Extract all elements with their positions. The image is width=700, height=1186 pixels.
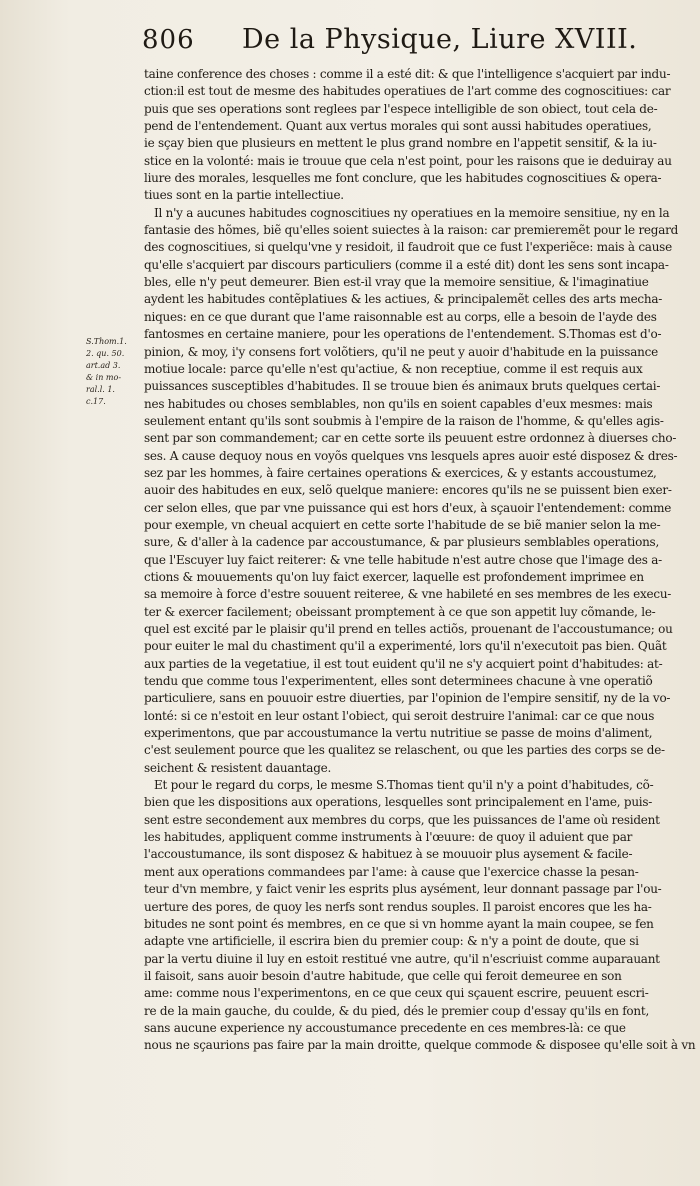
text-line: nes habitudes ou choses semblables, non qu'ils en soient capables d'eux mesmes: mais <box>144 396 653 411</box>
text-line: aydent les habitudes contẽplatiues & les actiues, & principalemẽt celles des arts mecha- <box>144 292 663 307</box>
text-line: ter & exercer facilement; obeissant promptement à ce que son appetit luy cõmande, le- <box>144 604 656 619</box>
text-line: particuliere, sans en pouuoir estre diuerties, par l'opinion de l'empire sensitif, ny de la vo- <box>144 691 671 706</box>
text-line: liure des morales, lesquelles me font conclure, que les habitudes cognoscitiues & opera- <box>144 171 662 186</box>
text-line: sent estre secondement aux membres du corps, que les puissances de l'ame où resident <box>144 812 660 827</box>
text-line: sa memoire à force d'estre souuent reiteree, & vne habileté en ses membres de les execu- <box>144 587 672 602</box>
text-line: lonté: si ce n'estoit en leur ostant l'obiect, qui seroit destruire l'animal: car ce que nous <box>144 708 655 723</box>
text-line: puis que ses operations sont reglees par l'espece intelligible de son obiect, tout cela de- <box>144 101 658 116</box>
text-line: c'est seulement pource que les qualitez se relaschent, ou que les parties des corps se de- <box>144 743 665 758</box>
text-line: sez par les hommes, à faire certaines operations & exercices, & y estants accoustumez, <box>144 465 657 480</box>
running-title: De la Physique, Liure XVIII. <box>242 24 638 55</box>
text-line: sent par son commandement; car en cette sorte ils peuuent estre ordonnez à diuerses cho- <box>144 431 677 446</box>
text-line: que l'Escuyer luy faict reiterer: & vne telle habitude n'est autre chose que l'image des a- <box>144 552 662 567</box>
text-line: taine conference des choses : comme il a esté dit: & que l'intelligence s'acquiert par indu- <box>144 67 671 81</box>
text-line: auoir des habitudes en eux, selõ quelque maniere: encores qu'ils ne se puissent bien exer- <box>144 483 672 498</box>
text-line: il faisoit, sans auoir besoin d'autre habitude, que celle qui feroit demeuree en son <box>144 968 622 983</box>
text-line: bitudes ne sont point és membres, en ce que si vn homme ayant la main coupee, se fen <box>144 916 654 931</box>
text-line: experimentons, que par accoustumance la vertu nutritiue se passe de moins d'aliment, <box>144 726 653 741</box>
text-line: motiue locale: parce qu'elle n'est qu'actiue, & non receptiue, comme il est requis aux <box>144 361 643 376</box>
text-line: bien que les dispositions aux operations, lesquelles sont principalement en l'ame, puis- <box>144 795 653 810</box>
margin-note-line: art.ad 3. <box>86 361 121 370</box>
text-line: teur d'vn membre, y faict venir les esprits plus aysément, leur donnant passage par l'ou- <box>144 882 662 897</box>
text-line: tendu que comme tous l'experimentent, elles sont determinees chacune à vne operatiõ <box>144 674 653 689</box>
text-line: fantasie des hõmes, biẽ qu'elles soient suiectes à la raison: car premieremẽt pour le regard <box>144 223 679 238</box>
text-line: pour euiter le mal du chastiment qu'il a experimenté, lors qu'il n'executoit pas bien. Quãt <box>144 639 667 654</box>
margin-note-line: c.17. <box>86 397 106 406</box>
text-line: niques: en ce que durant que l'ame raisonnable est au corps, elle a besoin de l'ayde des <box>144 309 657 324</box>
text-line: ctions & mouuements qu'on luy faict exercer, laquelle est profondement imprimee en <box>144 569 644 584</box>
text-line: ame: comme nous l'experimentons, en ce que ceux qui sçauent escrire, peuuent escri- <box>144 986 649 1001</box>
text-line: bles, elle n'y peut demeurer. Bien est-il vray que la memoire sensitiue, & l'imaginatiue <box>144 275 649 290</box>
body-text <box>144 66 696 1176</box>
text-line: puissances susceptibles d'habitudes. Il se trouue bien és animaux bruts quelques certai- <box>144 379 661 394</box>
text-line: des cognoscitiues, si quelqu'vne y residoit, il faudroit que ce fust l'experiẽce: mais à cause <box>144 240 672 255</box>
margin-note-line: ral.l. 1. <box>86 385 115 394</box>
text-line: re de la main gauche, du coulde, & du pied, dés le premier coup d'essay qu'ils en font, <box>144 1003 650 1018</box>
text-line: adapte vne artificielle, il escrira bien du premier coup: & n'y a point de doute, que si <box>144 934 639 949</box>
text-line: l'accoustumance, ils sont disposez & habituez à se mouuoir plus aysement & facile- <box>144 847 633 862</box>
text-line: seichent & resistent dauantage. <box>144 760 332 775</box>
text-line: ses. A cause dequoy nous en voyõs quelques vns lesquels apres auoir esté disposez & dres- <box>144 448 678 463</box>
text-line: quel est excité par le plaisir qu'il prend en telles actiõs, prouenant de l'accoustumance; ou <box>144 622 673 636</box>
page-number: 806 <box>142 25 195 55</box>
text-line: nous ne sçaurions pas faire par la main droitte, quelque commode & disposee qu'elle soit à vn <box>144 1038 696 1053</box>
text-line: par la vertu diuine il luy en estoit restitué vne autre, qu'il n'escriuist comme auparauant <box>144 951 660 966</box>
text-line: les habitudes, appliquent comme instruments à l'œuure: de quoy il aduient que par <box>144 830 633 845</box>
text-line: fantosmes en certaine maniere, pour les operations de l'entendement. S.Thomas est d'o- <box>144 327 662 342</box>
margin-note-line: S.Thom.1. <box>86 337 127 346</box>
text-line: seulement entant qu'ils sont soubmis à l'empire de la raison de l'homme, & qu'elles agis- <box>144 413 664 428</box>
paragraph-start-line: Il n'y a aucunes habitudes cognoscitiues ny operatiues en la memoire sensitiue, ny en la <box>154 205 670 220</box>
text-line: sans aucune experience ny accoustumance precedente en ces membres-là: ce que <box>144 1020 626 1035</box>
text-line: pend de l'entendement. Quant aux vertus morales qui sont aussi habitudes operatiues, <box>144 119 652 134</box>
text-line: stice en la volonté: mais ie trouue que cela n'est point, pour les raisons que ie deduiray au <box>144 153 672 168</box>
text-line: uerture des pores, de quoy les nerfs sont rendus souples. Il paroist encores que les ha- <box>144 899 652 914</box>
text-line: aux parties de la vegetatiue, il est tout euident qu'il ne s'y acquiert point d'habitudes: at- <box>144 656 663 671</box>
margin-note-line: & in mo- <box>86 373 122 382</box>
paragraph-start-line: Et pour le regard du corps, le mesme S.Thomas tient qu'il n'y a point d'habitudes, cõ- <box>154 778 654 793</box>
text-line: cer selon elles, que par vne puissance qui est hors d'eux, à sçauoir l'entendement: comme <box>144 500 672 515</box>
margin-note-line: 2. qu. 50. <box>86 349 125 358</box>
text-line: pour exemple, vn cheual acquiert en cette sorte l'habitude de se biẽ manier selon la me- <box>144 517 661 532</box>
text-line: qu'elle s'acquiert par discours particuliers (comme il a esté dit) dont les sens sont incapa- <box>144 257 669 272</box>
text-line: ie sçay bien que plusieurs en mettent le plus grand nombre en l'appetit sensitif, & la iu- <box>144 136 657 151</box>
text-line: tiues sont en la partie intellectiue. <box>144 188 344 203</box>
text-line: ction:il est tout de mesme des habitudes operatiues de l'art comme des cognoscitiues: car <box>144 84 671 99</box>
margin-citation <box>86 336 138 408</box>
page-header <box>142 24 662 64</box>
text-line: sure, & d'aller à la cadence par accoustumance, & par plusieurs semblables operations, <box>144 535 660 550</box>
text-line: ment aux operations commandees par l'ame: à cause que l'exercice chasse la pesan- <box>144 864 639 879</box>
text-line: pinion, & moy, i'y consens fort volõtiers, qu'il ne peut y auoir d'habitude en la puissance <box>144 344 658 359</box>
